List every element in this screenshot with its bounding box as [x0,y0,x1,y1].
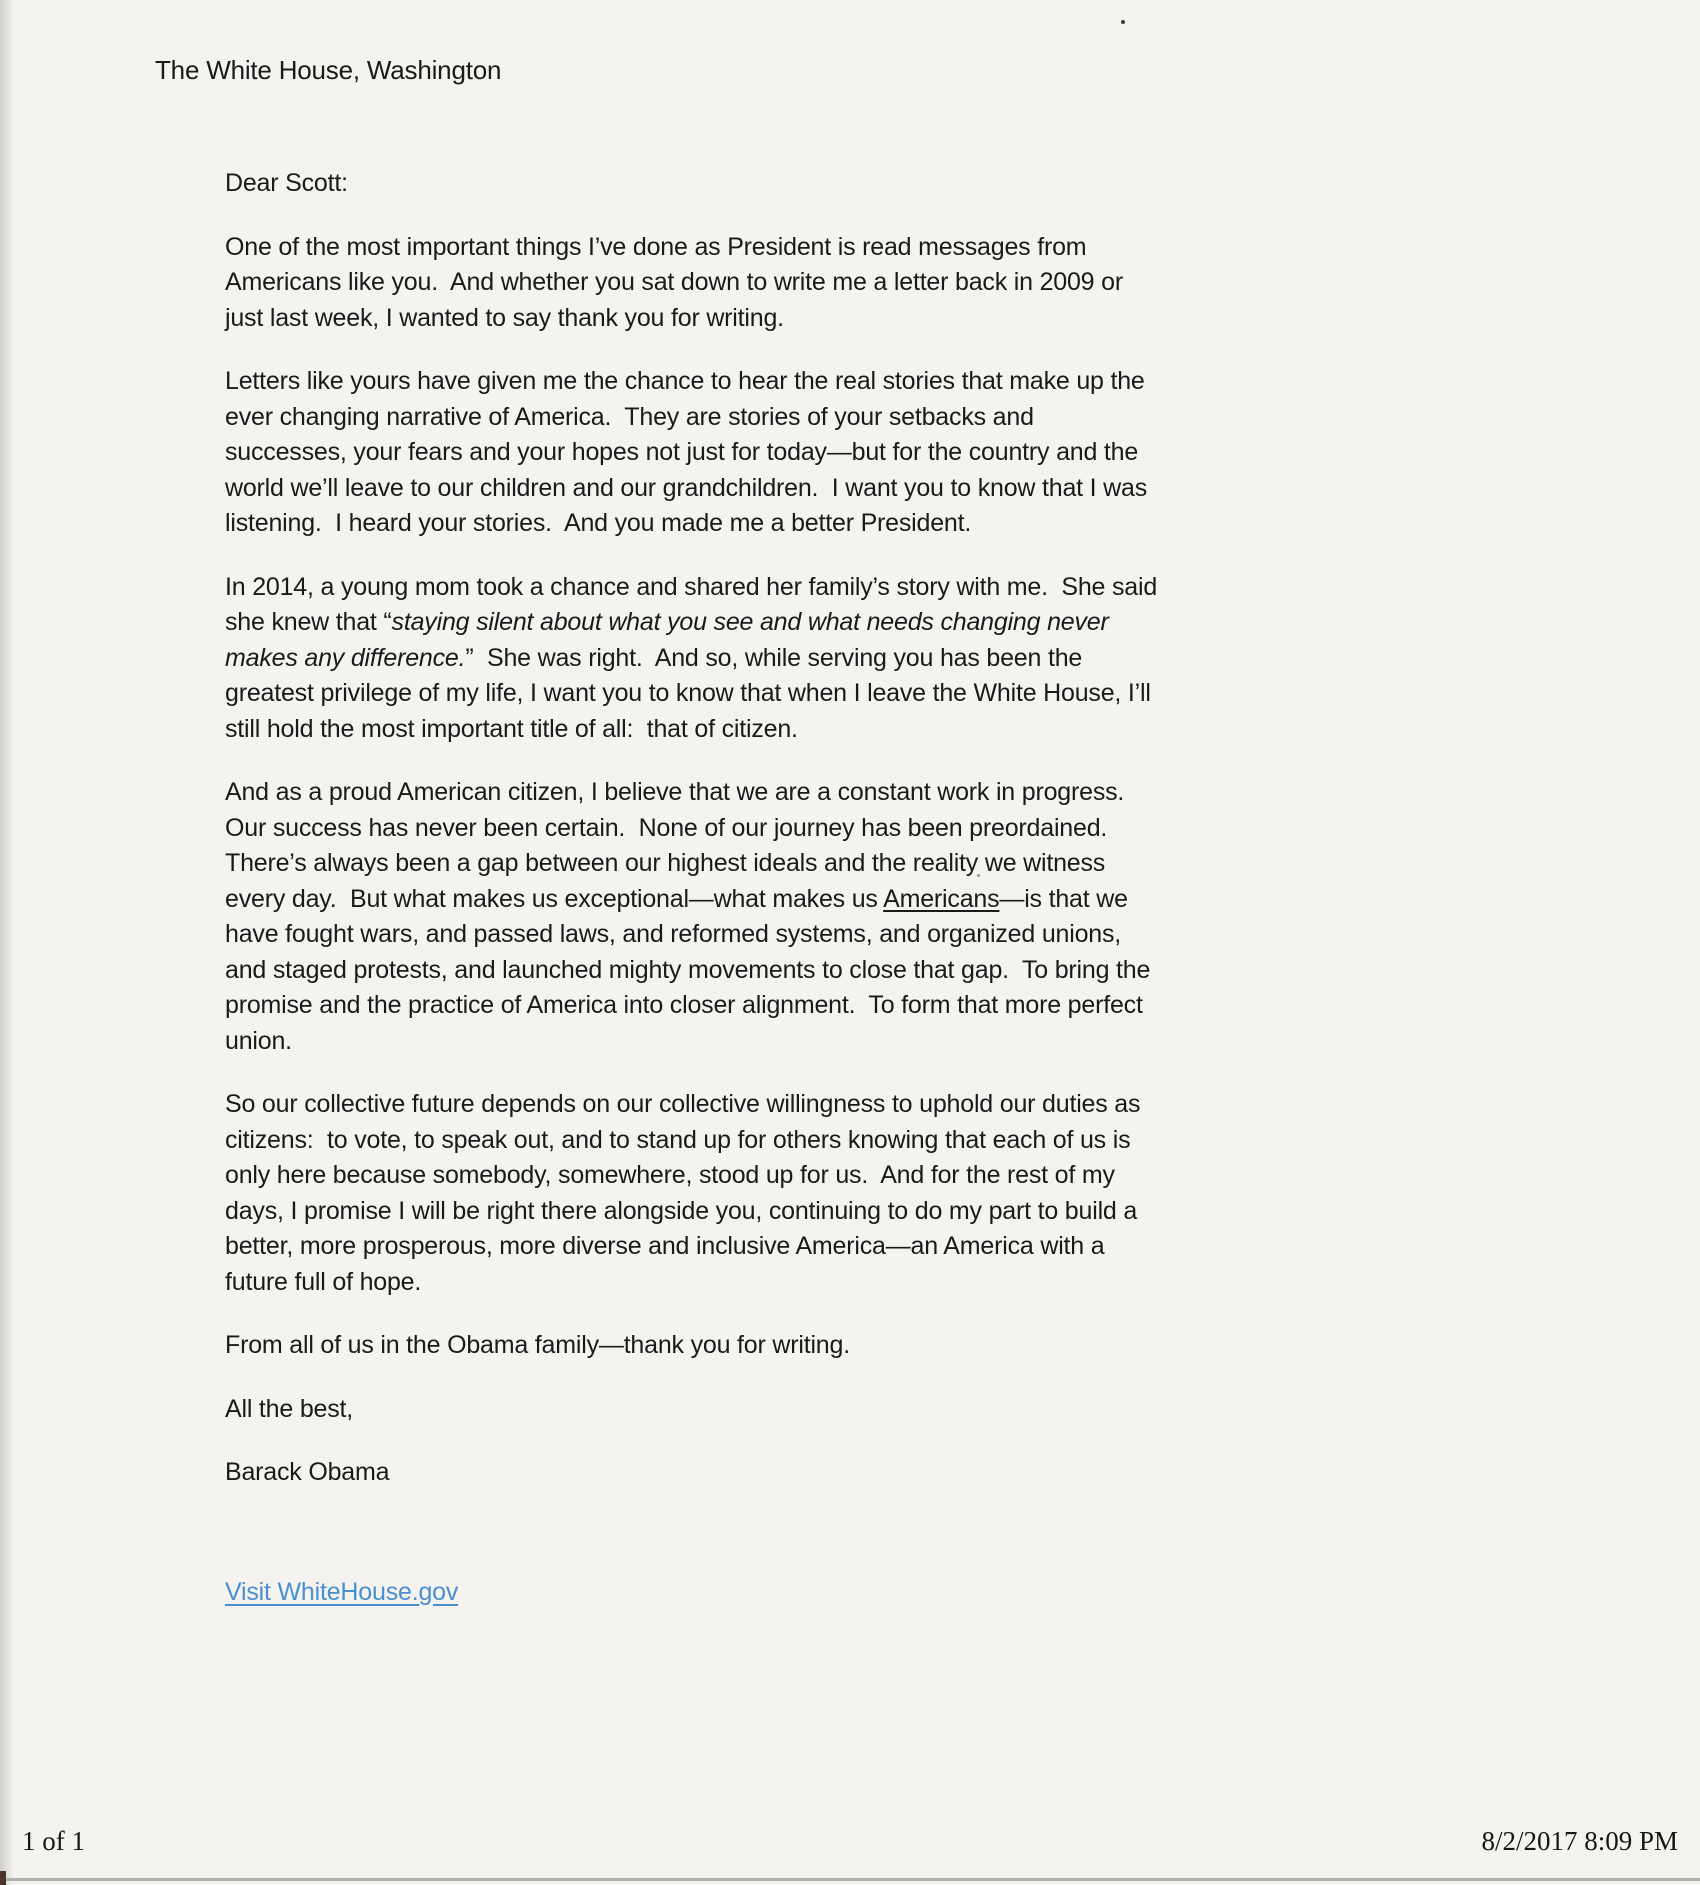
letter-paragraphs [225,230,1215,1364]
letter-line: just last week, I wanted to say thank you for writing. [225,303,784,332]
letter-line: There’s always been a gap between our highest ideals and the reality we witness [225,849,1106,877]
scan-corner-mark [0,1871,6,1885]
letter-line: successes, your fears and your hopes not just for today—but for the country and the [225,438,1139,466]
letter-paragraph [225,230,1215,337]
scan-bottom-edge [0,1878,1700,1881]
letter-line: have fought wars, and passed laws, and reformed systems, and organized unions, [225,920,1122,948]
letter-line: In 2014, a young mom took a chance and shared her family’s story with me. She said [225,572,1158,601]
letter-line: makes any difference.” She was right. And so, while serving you has been the [225,643,1083,672]
salutation: Dear Scott: [225,169,348,197]
letter-body [225,166,1215,1491]
letter-line: Our success has never been certain. None of our journey has been preordained. [225,813,1108,842]
signature: Barack Obama [225,1458,390,1486]
letter-line: better, more prosperous, more diverse and inclusive America—an America with a [225,1232,1105,1260]
letter-line: only here because somebody, somewhere, stood up for us. And for the rest of my [225,1161,1115,1189]
letter-line: days, I promise I will be right there alongside you, continuing to do my part to build a [225,1196,1138,1225]
letter-line: Letters like yours have given me the chance to hear the real stories that make up the [225,367,1145,395]
whitehouse-link[interactable]: Visit WhiteHouse.gov [225,1578,459,1606]
signoff: All the best, [225,1394,354,1423]
letter-line: Americans like you. And whether you sat down to write me a letter back in 2009 or [225,268,1123,296]
letter-line: union. [225,1026,292,1055]
letter-line: every day. But what makes us exceptional—what makes us Americans—is that we [225,884,1128,913]
scan-speck [1121,20,1125,24]
letter-line: still hold the most important title of all: that of citizen. [225,714,798,743]
letter-line: future full of hope. [225,1267,422,1296]
letter-line: citizens: to vote, to speak out, and to stand up for others knowing that each of us is [225,1125,1131,1154]
letter-line: One of the most important things I’ve done as President is read messages from [225,232,1087,261]
letter-paragraph [225,775,1215,1059]
page-number: 1 of 1 [22,1826,85,1856]
letter-paragraph [225,364,1215,542]
letterhead: The White House, Washington [155,55,502,85]
letter-paragraph [225,1328,1215,1364]
letter-line: listening. I heard your stories. And you made me a better President. [225,509,972,537]
print-timestamp: 8/2/2017 8:09 PM [1481,1826,1678,1856]
scan-edge-shadow [0,0,14,1885]
letter-line: and staged protests, and launched mighty movements to close that gap. To bring the [225,955,1151,984]
letter-line: ever changing narrative of America. They are stories of your setbacks and [225,402,1034,431]
letter-line: So our collective future depends on our collective willingness to uphold our duties as [225,1090,1141,1118]
letter-paragraph [225,1087,1215,1300]
letter-line: world we’ll leave to our children and our grandchildren. I want you to know that I was [225,473,1147,502]
letter-line: greatest privilege of my life, I want you to know that when I leave the White House, I’ll [225,679,1151,707]
letter-line: promise and the practice of America into closer alignment. To form that more perfect [225,991,1143,1019]
letter-paragraph [225,570,1215,748]
letter-line: From all of us in the Obama family—thank you for writing. [225,1331,850,1359]
letter-line: And as a proud American citizen, I believe that we are a constant work in progress. [225,778,1125,806]
letter-line: she knew that “staying silent about what you see and what needs changing never [225,608,1109,636]
